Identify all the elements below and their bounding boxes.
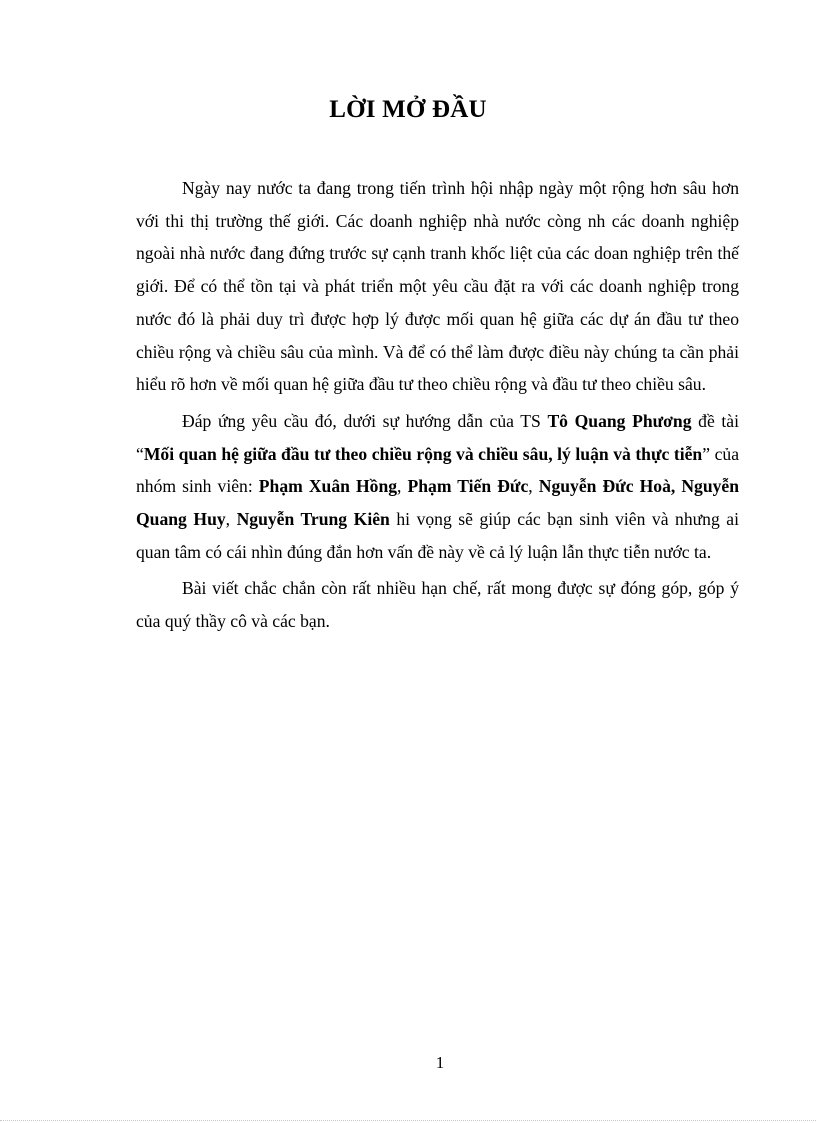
separator: ,	[225, 509, 237, 530]
paragraph-text: đề tài “	[136, 410, 739, 464]
separator: ,	[397, 476, 408, 497]
paragraph-closing: Bài viết chắc chắn còn rất nhiều hạn chế, rất mong được sự đóng góp, góp ý của quý thầy cô và các bạn.	[136, 578, 739, 632]
paragraph-intro: Ngày nay nước ta đang trong tiến trình hội nhập ngày một rộng hơn sâu hơn với thi thị trường thế giới. Các doanh nghiệp nhà nước còng nh các doanh nghiệp ngoài nhà nước đang đứng trước sự cạnh tranh khốc liệt của các doan nghiệp trên thế giới. Để có thể tồn tại và phát triển một yêu cầu đặt ra với các doanh nghiệp trong nước đó là phải duy trì được hợp lý được mối quan hệ giữa các dự án đầu tư theo chiều rộng và chiều sâu của mình. Và để có thể làm được điều này chúng ta cần phải hiểu rõ hơn về mối quan hệ giữa đầu tư theo chiều rộng và đầu tư theo chiều sâu.	[136, 178, 739, 395]
separator: ,	[528, 476, 539, 497]
member-name: Nguyễn Đức Hoà, Nguyễn Quang Huy	[136, 476, 740, 530]
paragraph-text: hi vọng sẽ giúp các bạn sinh viên và nhưng ai quan tâm có cái nhìn đúng đắn hơn vấn đề này về cả lý luận lẫn thực tiễn nước ta.	[136, 509, 740, 562]
page-title: LỜI MỞ ĐẦU	[329, 96, 487, 123]
paragraph-text: Đáp ứng yêu cầu đó, dưới sự hướng dẫn của TS	[182, 410, 548, 431]
page-number: 1	[435, 1053, 445, 1072]
topic-title: Mối quan hệ giữa đầu tư theo chiều rộng và chiều sâu, lý luận và thực tiễn	[143, 443, 703, 464]
page-divider	[0, 1120, 816, 1121]
paragraph-text: ” của nhóm sinh viên:	[136, 443, 739, 497]
member-name: Nguyễn Trung Kiên	[236, 509, 390, 530]
member-name: Phạm Xuân Hồng	[258, 476, 398, 497]
supervisor-name: Tô Quang Phương	[547, 410, 692, 431]
paragraph-project	[136, 405, 739, 569]
body-text	[136, 172, 739, 642]
member-name: Phạm Tiến Đức	[407, 476, 529, 497]
